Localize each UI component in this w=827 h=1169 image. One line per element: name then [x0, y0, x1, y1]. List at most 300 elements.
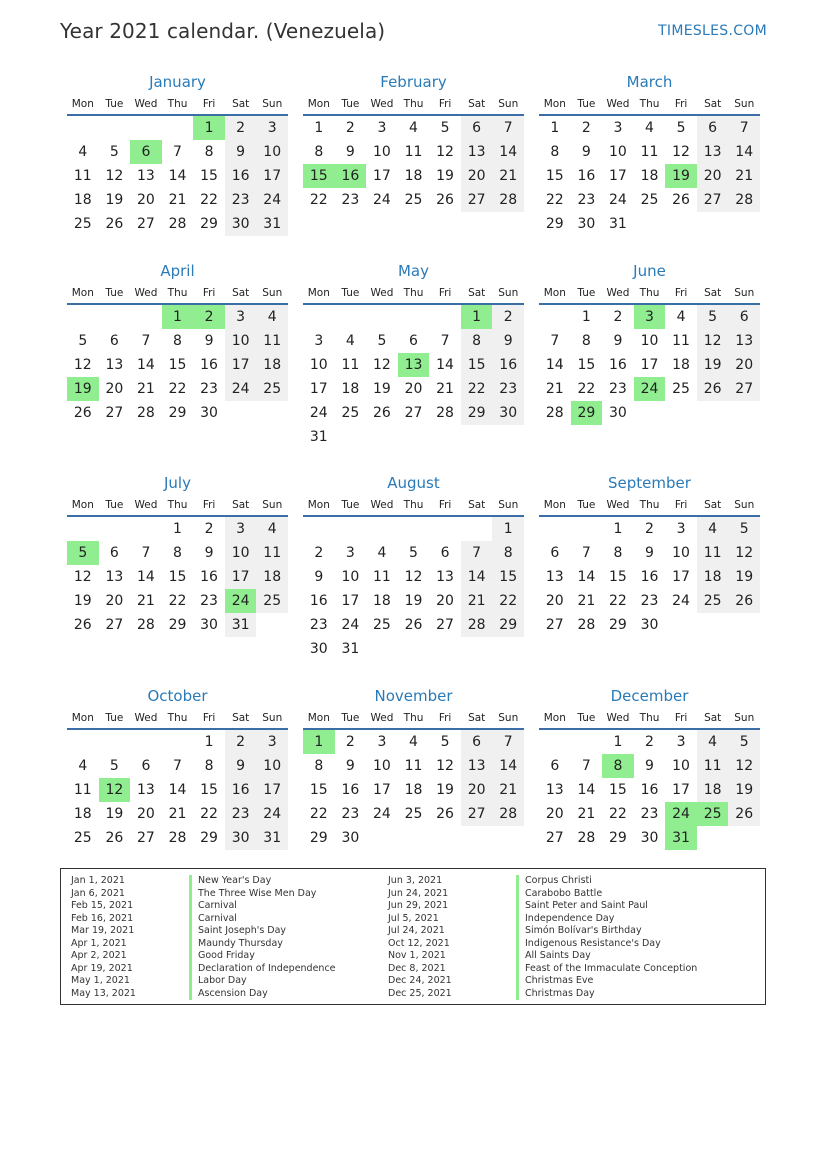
day-cell: 29	[492, 613, 524, 637]
weekday-label: Thu	[167, 98, 188, 110]
day-cell: 1	[550, 120, 560, 136]
day-cell: 2	[645, 521, 654, 537]
day-cell: 16	[609, 357, 627, 373]
day-cell: 25	[256, 589, 288, 613]
day-cell: 30	[309, 641, 328, 657]
weekday-label: Sun	[734, 287, 755, 299]
weekday-label: Thu	[403, 98, 424, 110]
day-cell: 7	[550, 333, 560, 349]
month-name: March	[626, 73, 673, 91]
day-cell: 23	[309, 617, 328, 633]
weekday-label: Sat	[232, 499, 250, 511]
day-cell: 21	[577, 593, 596, 609]
day-cell: 23	[225, 802, 257, 826]
legend-date: Oct 12, 2021	[388, 937, 450, 949]
day-cell: 21	[728, 164, 760, 188]
day-cell: 27	[461, 802, 493, 826]
legend-date: Jul 24, 2021	[388, 925, 445, 936]
day-cell: 12	[728, 541, 760, 565]
day-cell: 5	[78, 333, 88, 349]
weekday-label: Sun	[734, 499, 755, 511]
day-cell: 15	[492, 565, 524, 589]
day-grid	[303, 305, 524, 449]
holiday-day-cell: 29	[571, 401, 603, 425]
day-cell: 11	[404, 758, 423, 774]
weekday-label: Tue	[341, 287, 360, 299]
day-cell: 21	[545, 381, 564, 397]
day-cell: 9	[204, 545, 214, 561]
day-grid	[67, 730, 288, 850]
day-cell: 14	[728, 140, 760, 164]
day-cell: 10	[225, 541, 257, 565]
legend-names-left	[189, 875, 336, 1000]
weekday-header	[67, 708, 288, 728]
month-name: February	[380, 73, 447, 91]
weekday-label: Sat	[704, 287, 722, 299]
day-cell: 29	[609, 617, 627, 633]
legend-dates-right	[388, 875, 452, 1000]
empty-cell	[99, 517, 131, 541]
day-cell: 1	[204, 734, 214, 750]
day-cell: 31	[225, 613, 257, 637]
day-cell: 20	[461, 164, 493, 188]
legend-date: Mar 19, 2021	[71, 925, 135, 936]
day-cell: 21	[461, 589, 493, 613]
day-cell: 13	[461, 754, 493, 778]
empty-cell	[67, 116, 99, 140]
holiday-day-cell: 19	[665, 164, 697, 188]
weekday-label: Wed	[370, 712, 394, 724]
day-cell: 15	[168, 357, 187, 373]
empty-cell	[99, 116, 131, 140]
day-cell: 1	[613, 734, 623, 750]
day-cell: 28	[436, 405, 454, 421]
day-cell: 24	[309, 405, 328, 421]
legend-holiday-name: Christmas Day	[516, 988, 697, 1001]
day-cell: 3	[256, 730, 288, 754]
day-cell: 6	[409, 333, 418, 349]
day-cell: 19	[728, 778, 760, 802]
day-grid	[539, 730, 760, 850]
legend-date: Feb 15, 2021	[71, 900, 134, 911]
weekday-header	[67, 495, 288, 515]
day-cell: 2	[225, 116, 257, 140]
day-cell: 11	[256, 541, 288, 565]
weekday-label: Thu	[639, 712, 660, 724]
month-name: September	[608, 474, 691, 492]
legend-date: Nov 1, 2021	[388, 950, 446, 961]
weekday-label: Wed	[606, 287, 630, 299]
day-cell: 22	[577, 381, 596, 397]
month-august	[303, 471, 524, 661]
day-cell: 8	[173, 545, 182, 561]
day-cell: 23	[640, 806, 659, 822]
day-cell: 18	[373, 593, 391, 609]
day-cell: 6	[109, 333, 119, 349]
day-cell: 22	[168, 381, 187, 397]
day-cell: 27	[545, 617, 564, 633]
day-cell: 12	[404, 569, 423, 585]
day-cell: 18	[404, 782, 423, 798]
day-cell: 26	[697, 377, 729, 401]
day-cell: 16	[225, 778, 257, 802]
day-cell: 31	[309, 429, 328, 445]
day-cell: 5	[109, 144, 119, 160]
day-cell: 19	[73, 593, 92, 609]
day-cell: 25	[341, 405, 360, 421]
day-cell: 3	[613, 120, 623, 136]
day-cell: 27	[137, 216, 155, 232]
day-cell: 25	[73, 216, 92, 232]
day-cell: 8	[613, 545, 623, 561]
legend-date: Jan 6, 2021	[71, 887, 125, 899]
day-cell: 25	[640, 192, 659, 208]
day-cell: 22	[309, 806, 328, 822]
holiday-day-cell: 5	[67, 541, 99, 565]
legend-date: Jun 29, 2021	[388, 900, 449, 911]
day-cell: 20	[545, 593, 564, 609]
month-december	[539, 684, 760, 850]
day-grid	[67, 305, 288, 425]
day-cell: 8	[204, 144, 214, 160]
day-cell: 26	[73, 617, 92, 633]
day-cell: 31	[609, 216, 627, 232]
day-cell: 4	[377, 545, 387, 561]
legend-holiday-name: Carnival	[189, 913, 336, 926]
day-cell: 20	[105, 381, 124, 397]
weekday-header	[303, 495, 524, 515]
day-cell: 4	[645, 120, 654, 136]
weekday-label: Wed	[370, 98, 394, 110]
holiday-day-cell: 6	[130, 140, 162, 164]
day-cell: 21	[577, 806, 596, 822]
weekday-label: Thu	[403, 499, 424, 511]
legend-holiday-name: Ascension Day	[189, 988, 336, 1001]
day-cell: 14	[545, 357, 564, 373]
day-cell: 19	[105, 192, 124, 208]
month-july	[67, 471, 288, 637]
day-cell: 20	[728, 353, 760, 377]
day-cell: 10	[640, 333, 659, 349]
month-name: July	[164, 474, 191, 492]
day-cell: 9	[345, 758, 355, 774]
day-cell: 3	[256, 116, 288, 140]
day-cell: 15	[577, 357, 596, 373]
day-cell: 8	[173, 333, 182, 349]
day-cell: 3	[314, 333, 324, 349]
day-cell: 27	[436, 617, 454, 633]
day-cell: 9	[345, 144, 355, 160]
day-cell: 26	[436, 192, 454, 208]
day-cell: 19	[697, 353, 729, 377]
page-title: Year 2021 calendar. (Venezuela)	[60, 19, 386, 43]
day-cell: 8	[314, 144, 324, 160]
day-cell: 30	[492, 401, 524, 425]
weekday-label: Sun	[262, 287, 283, 299]
weekday-label: Wed	[134, 712, 158, 724]
day-cell: 3	[225, 517, 257, 541]
day-cell: 18	[73, 806, 92, 822]
day-cell: 25	[373, 617, 391, 633]
day-cell: 28	[461, 613, 493, 637]
day-cell: 14	[168, 782, 187, 798]
legend-date: Jan 1, 2021	[71, 875, 125, 886]
weekday-label: Tue	[341, 499, 360, 511]
empty-cell	[398, 517, 430, 541]
day-cell: 12	[73, 569, 92, 585]
weekday-label: Mon	[71, 287, 94, 299]
holiday-day-cell: 24	[665, 802, 697, 826]
day-cell: 11	[341, 357, 360, 373]
weekday-label: Fri	[674, 287, 688, 299]
day-cell: 13	[105, 357, 124, 373]
day-grid	[67, 517, 288, 637]
weekday-label: Tue	[105, 712, 124, 724]
day-cell: 11	[672, 333, 690, 349]
legend-date: Dec 24, 2021	[388, 975, 452, 986]
day-cell: 13	[545, 782, 564, 798]
day-cell: 10	[373, 144, 391, 160]
day-cell: 15	[200, 168, 218, 184]
holiday-day-cell: 2	[193, 305, 225, 329]
day-cell: 24	[609, 192, 627, 208]
day-cell: 21	[137, 593, 155, 609]
day-cell: 14	[168, 168, 187, 184]
day-cell: 2	[645, 734, 654, 750]
month-name: November	[374, 687, 453, 705]
weekday-label: Sat	[468, 98, 486, 110]
day-cell: 4	[409, 120, 418, 136]
weekday-label: Sun	[262, 712, 283, 724]
day-cell: 14	[577, 782, 596, 798]
day-cell: 10	[256, 754, 288, 778]
day-cell: 19	[105, 806, 124, 822]
day-cell: 1	[314, 120, 324, 136]
day-cell: 4	[345, 333, 355, 349]
day-cell: 10	[256, 140, 288, 164]
day-cell: 1	[492, 517, 524, 541]
day-grid	[539, 116, 760, 236]
holiday-day-cell: 24	[225, 589, 257, 613]
day-cell: 29	[200, 216, 218, 232]
day-cell: 29	[309, 830, 328, 846]
empty-cell	[539, 730, 571, 754]
legend-holiday-name: Feast of the Immaculate Conception	[516, 963, 697, 976]
day-cell: 22	[609, 806, 627, 822]
legend-holiday-name: Corpus Christi	[516, 875, 697, 888]
weekday-header	[539, 94, 760, 114]
empty-cell	[571, 730, 603, 754]
legend-date: Apr 1, 2021	[71, 937, 127, 949]
empty-cell	[303, 305, 335, 329]
weekday-label: Wed	[134, 98, 158, 110]
day-cell: 28	[137, 617, 155, 633]
weekday-label: Wed	[134, 287, 158, 299]
holiday-day-cell: 15	[303, 164, 335, 188]
brand-link[interactable]: TIMESLES.COM	[658, 23, 767, 39]
weekday-label: Sat	[704, 499, 722, 511]
day-cell: 23	[200, 381, 218, 397]
day-cell: 17	[225, 353, 257, 377]
weekday-label: Sun	[498, 499, 519, 511]
day-cell: 14	[137, 569, 155, 585]
legend-holiday-name: Declaration of Independence	[189, 963, 336, 976]
legend-date: Dec 8, 2021	[388, 962, 446, 974]
day-cell: 4	[409, 734, 418, 750]
day-cell: 23	[200, 593, 218, 609]
day-cell: 22	[309, 192, 328, 208]
legend-holiday-name: All Saints Day	[516, 950, 697, 963]
weekday-header	[303, 708, 524, 728]
day-cell: 8	[550, 144, 560, 160]
legend-date: Feb 16, 2021	[71, 912, 134, 924]
weekday-label: Fri	[438, 98, 452, 110]
day-cell: 10	[672, 545, 690, 561]
weekday-label: Mon	[543, 98, 566, 110]
legend-date: Jun 3, 2021	[388, 875, 443, 886]
month-november	[303, 684, 524, 850]
day-cell: 13	[728, 329, 760, 353]
day-cell: 31	[256, 826, 288, 850]
day-cell: 15	[309, 782, 328, 798]
day-cell: 25	[697, 589, 729, 613]
day-cell: 11	[640, 144, 659, 160]
weekday-label: Thu	[403, 712, 424, 724]
day-cell: 23	[640, 593, 659, 609]
day-cell: 14	[492, 754, 524, 778]
weekday-label: Mon	[307, 499, 330, 511]
day-grid	[539, 305, 760, 425]
day-cell: 23	[609, 381, 627, 397]
day-cell: 30	[341, 830, 360, 846]
day-cell: 6	[461, 730, 493, 754]
weekday-label: Fri	[438, 287, 452, 299]
day-cell: 12	[373, 357, 391, 373]
empty-cell	[67, 305, 99, 329]
weekday-header	[67, 94, 288, 114]
day-cell: 24	[256, 188, 288, 212]
holiday-day-cell: 1	[303, 730, 335, 754]
weekday-label: Tue	[105, 499, 124, 511]
empty-cell	[398, 305, 430, 329]
day-cell: 2	[581, 120, 591, 136]
weekday-label: Fri	[202, 712, 216, 724]
day-cell: 30	[225, 212, 257, 236]
weekday-label: Mon	[307, 98, 330, 110]
day-cell: 11	[697, 754, 729, 778]
day-cell: 23	[492, 377, 524, 401]
day-cell: 22	[492, 589, 524, 613]
empty-cell	[162, 116, 194, 140]
day-cell: 21	[168, 192, 187, 208]
day-cell: 10	[609, 144, 627, 160]
weekday-label: Thu	[403, 287, 424, 299]
month-name: June	[633, 262, 666, 280]
empty-cell	[571, 517, 603, 541]
day-cell: 14	[492, 140, 524, 164]
weekday-label: Fri	[438, 712, 452, 724]
day-cell: 3	[225, 305, 257, 329]
day-cell: 12	[105, 168, 124, 184]
day-cell: 1	[581, 309, 591, 325]
day-cell: 7	[461, 541, 493, 565]
day-cell: 17	[672, 782, 690, 798]
legend-holiday-name: Saint Joseph's Day	[189, 925, 336, 938]
weekday-label: Wed	[606, 98, 630, 110]
day-cell: 20	[545, 806, 564, 822]
day-cell: 30	[640, 830, 659, 846]
day-cell: 7	[728, 116, 760, 140]
weekday-label: Sun	[498, 287, 519, 299]
day-cell: 3	[676, 734, 686, 750]
legend-holiday-name: Carabobo Battle	[516, 888, 697, 901]
day-cell: 28	[492, 802, 524, 826]
day-cell: 17	[341, 593, 360, 609]
day-cell: 18	[256, 353, 288, 377]
day-cell: 6	[141, 758, 151, 774]
legend-holiday-name: The Three Wise Men Day	[189, 888, 336, 901]
day-cell: 28	[577, 830, 596, 846]
day-cell: 7	[141, 545, 151, 561]
day-cell: 16	[492, 353, 524, 377]
day-cell: 9	[645, 545, 654, 561]
day-cell: 5	[697, 305, 729, 329]
month-october	[67, 684, 288, 850]
weekday-label: Thu	[639, 287, 660, 299]
day-cell: 30	[577, 216, 596, 232]
legend-date: May 1, 2021	[71, 975, 130, 986]
day-cell: 20	[436, 593, 454, 609]
weekday-label: Mon	[543, 712, 566, 724]
weekday-label: Thu	[639, 98, 660, 110]
legend-holiday-name: Carnival	[189, 900, 336, 913]
month-february	[303, 70, 524, 212]
day-cell: 26	[728, 802, 760, 826]
day-cell: 28	[168, 216, 187, 232]
day-cell: 26	[373, 405, 391, 421]
month-january	[67, 70, 288, 236]
legend-holiday-name: Indigenous Resistance's Day	[516, 938, 697, 951]
weekday-header	[303, 283, 524, 303]
day-cell: 29	[168, 405, 187, 421]
day-cell: 21	[137, 381, 155, 397]
weekday-label: Wed	[370, 287, 394, 299]
weekday-label: Sat	[232, 287, 250, 299]
legend-date: Dec 25, 2021	[388, 987, 452, 999]
day-cell: 24	[341, 617, 360, 633]
day-cell: 10	[309, 357, 328, 373]
weekday-header	[303, 94, 524, 114]
legend-holiday-name: New Year's Day	[189, 875, 336, 888]
day-cell: 20	[697, 164, 729, 188]
holiday-day-cell: 3	[634, 305, 666, 329]
day-cell: 24	[225, 377, 257, 401]
day-cell: 9	[613, 333, 623, 349]
day-cell: 11	[73, 168, 92, 184]
day-cell: 6	[461, 116, 493, 140]
day-cell: 6	[440, 545, 450, 561]
day-cell: 30	[200, 405, 218, 421]
day-cell: 12	[73, 357, 92, 373]
day-cell: 19	[436, 168, 454, 184]
empty-cell	[335, 305, 367, 329]
legend-date: Jun 24, 2021	[388, 887, 449, 899]
day-cell: 27	[728, 377, 760, 401]
day-cell: 26	[105, 830, 124, 846]
day-cell: 9	[314, 569, 324, 585]
day-cell: 18	[672, 357, 690, 373]
empty-cell	[99, 305, 131, 329]
